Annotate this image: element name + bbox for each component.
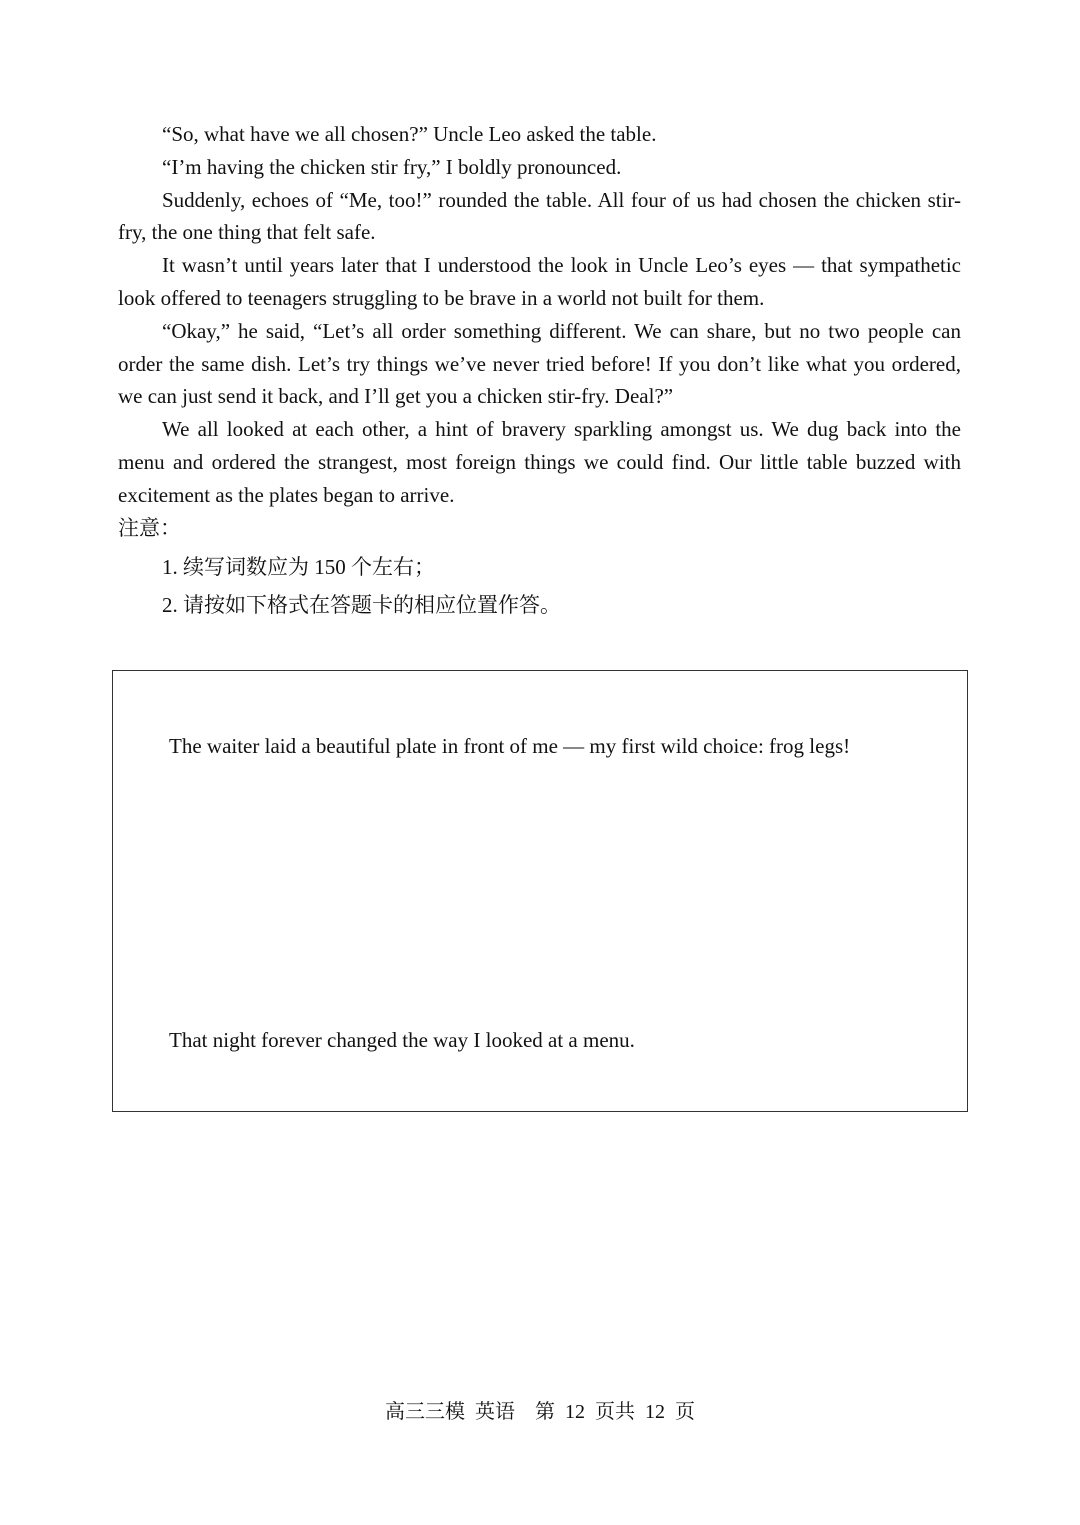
story-passage	[118, 118, 961, 512]
answer-closing-line: That night forever changed the way I looked at a menu.	[169, 1028, 635, 1052]
story-paragraph-6: We all looked at each other, a hint of bravery sparkling amongst us. We dug back into the menu and ordered the strangest, most foreign things we could find. Our little table buzzed with excitement as the plates began to arrive.	[118, 417, 961, 507]
answer-opening-line: The waiter laid a beautiful plate in front of me — my first wild choice: frog legs!	[169, 734, 851, 758]
notes-heading: 注意：	[118, 516, 181, 540]
note-item-1: 1. 续写词数应为 150 个左右；	[162, 555, 435, 579]
note-item-2: 2. 请按如下格式在答题卡的相应位置作答。	[162, 593, 561, 617]
story-paragraph-4: It wasn’t until years later that I understood the look in Uncle Leo’s eyes — that sympathetic look offered to teenagers struggling to be brave in a world not built for them.	[118, 253, 961, 310]
story-paragraph-3: Suddenly, echoes of “Me, too!” rounded the table. All four of us had chosen the chicken stir-fry, the one thing that felt safe.	[118, 187, 961, 245]
story-paragraph-2: “I’m having the chicken stir fry,” I boldly pronounced.	[162, 154, 622, 179]
story-paragraph-1: “So, what have we all chosen?” Uncle Leo asked the table.	[162, 122, 657, 146]
notes-list	[162, 548, 561, 624]
page-footer: 高三三模 英语 第 12 页共 12 页	[385, 1401, 695, 1423]
story-paragraph-5: “Okay,” he said, “Let’s all order something different. We can share, but no two people can order the same dish. Let’s try things we’ve never tried before! If you don’t like what you ordered, we can just send it back, and I’ll get you a chicken stir-fry. Deal?”	[118, 318, 961, 409]
answer-box	[112, 670, 968, 1112]
